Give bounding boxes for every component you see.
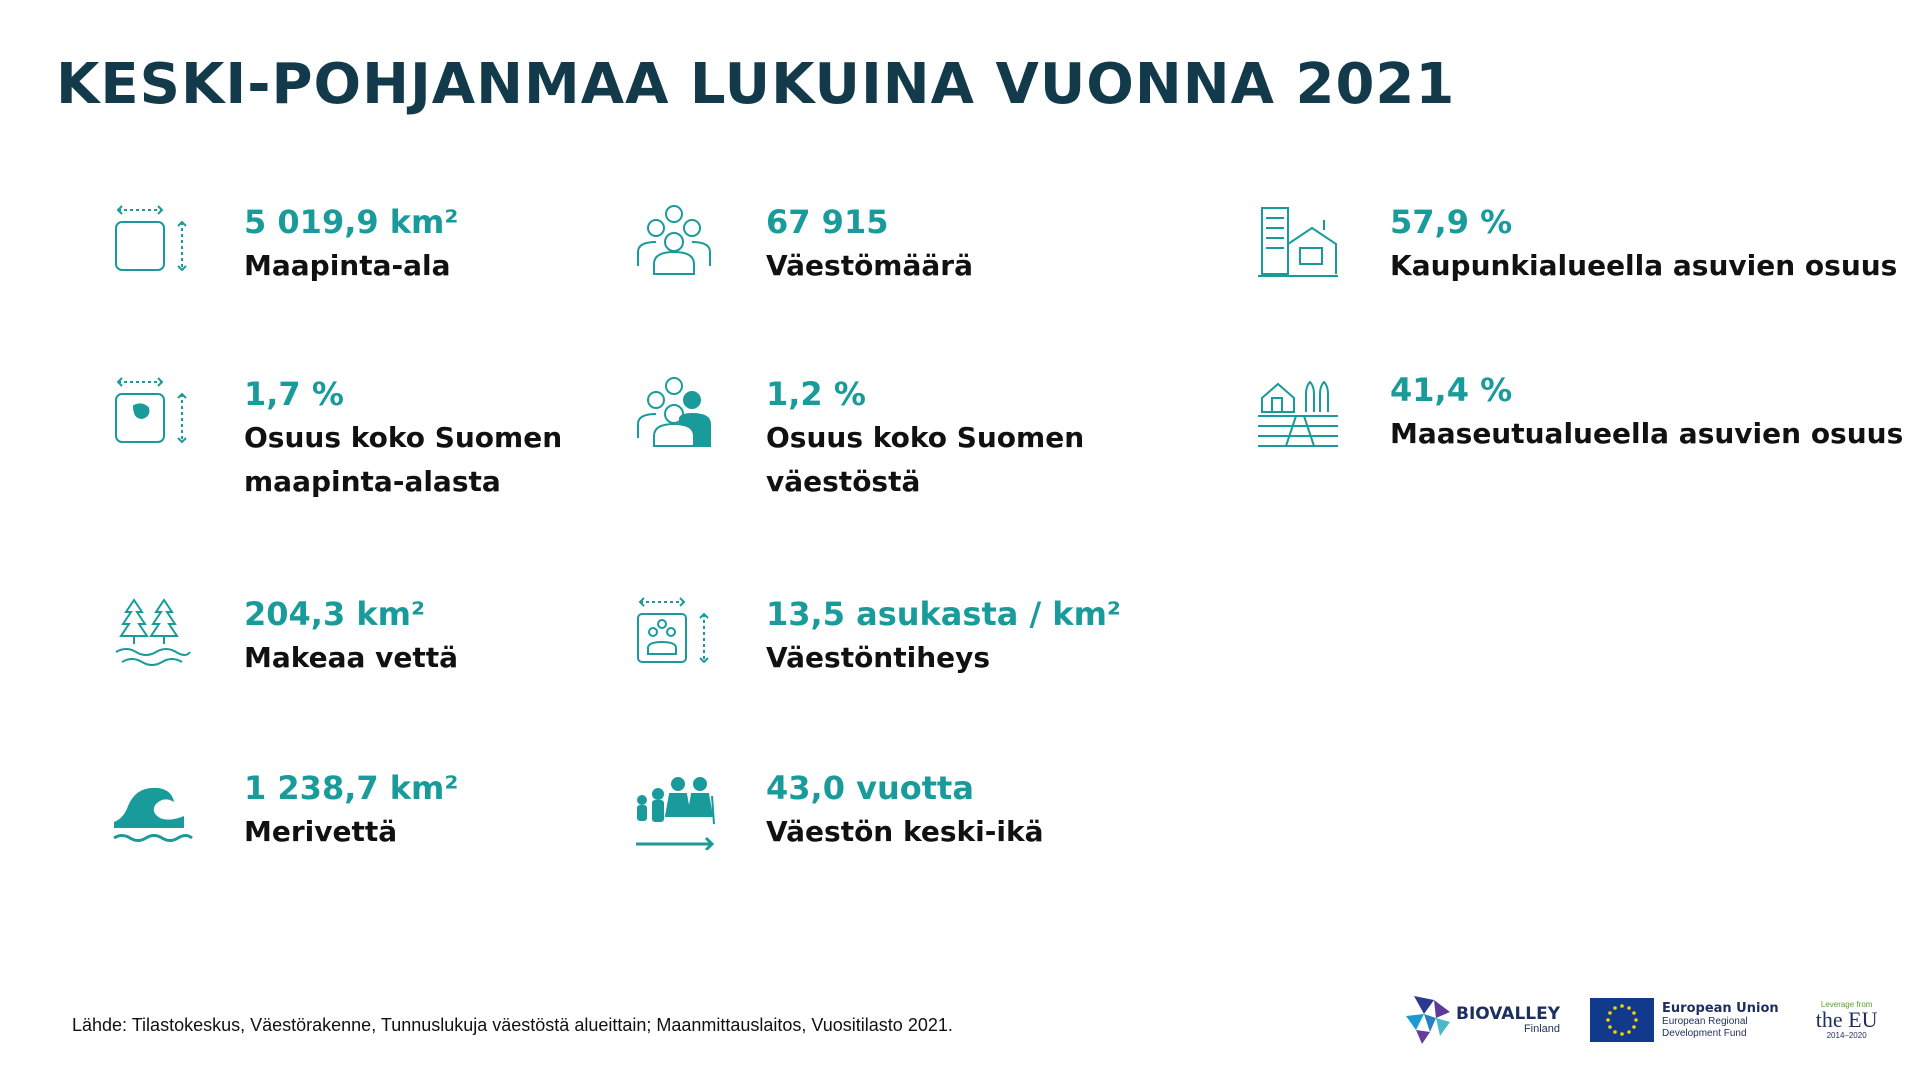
stat-label: Maaseutualueella asuvien osuus	[1390, 417, 1904, 450]
stat-value: 57,9 %	[1390, 203, 1513, 241]
age-icon	[632, 766, 716, 850]
sea-wave-icon	[110, 766, 194, 850]
stat-land-area	[110, 200, 458, 288]
eu-flag-icon	[1590, 998, 1654, 1042]
stat-sea	[110, 766, 458, 854]
stat-population-share	[632, 372, 1084, 504]
stat-value: 1,7 %	[244, 375, 344, 413]
leverage-years: 2014–2020	[1826, 1031, 1867, 1040]
eu-fund-line1: European Regional	[1662, 1015, 1748, 1027]
urban-icon	[1256, 200, 1340, 284]
stat-value: 67 915	[766, 203, 889, 241]
source-note: Lähde: Tilastokeskus, Väestörakenne, Tunnuslukuja väestöstä alueittain; Maanmittauslaitos, Vuositilasto 2021.	[72, 1015, 953, 1035]
stat-label: Osuus koko Suomen väestöstä	[766, 421, 1085, 498]
stat-label: Maapinta-ala	[244, 249, 451, 282]
stat-density	[632, 592, 1121, 680]
stat-freshwater	[110, 592, 458, 680]
stat-value: 204,3 km²	[244, 595, 425, 633]
land-share-icon	[110, 372, 194, 456]
leverage-main: the EU	[1815, 1007, 1878, 1032]
partner-logos	[1400, 985, 1879, 1055]
population-density-icon	[632, 592, 716, 676]
stat-label: Osuus koko Suomen maapinta-alasta	[244, 421, 563, 498]
stat-value: 1,2 %	[766, 375, 866, 413]
stat-label: Kaupunkialueella asuvien osuus	[1390, 249, 1898, 282]
page-title: KESKI-POHJANMAA LUKUINA VUONNA 2021	[56, 52, 1456, 117]
stat-value: 5 019,9 km²	[244, 203, 459, 241]
freshwater-icon	[110, 592, 194, 676]
stat-age	[632, 766, 1043, 854]
stat-value: 1 238,7 km²	[244, 769, 459, 807]
eu-fund-line2: Development Fund	[1662, 1027, 1747, 1039]
population-icon	[632, 200, 716, 284]
stat-value: 43,0 vuotta	[766, 769, 974, 807]
stat-label: Väestön keski-ikä	[766, 815, 1044, 848]
leverage-top: Leverage from	[1820, 1000, 1873, 1009]
biovalley-sub: Finland	[1523, 1023, 1561, 1035]
stat-label: Väestöntiheys	[766, 641, 991, 674]
stat-value: 13,5 asukasta / km²	[766, 595, 1121, 633]
eu-title: European Union	[1662, 1000, 1779, 1016]
stat-population	[632, 200, 973, 288]
stat-label: Väestömäärä	[766, 249, 973, 282]
leverage-eu-logo	[1815, 1000, 1879, 1040]
rural-icon	[1256, 368, 1340, 452]
eu-logo	[1590, 998, 1779, 1042]
biovalley-logo	[1400, 992, 1560, 1048]
biovalley-mark-icon	[1400, 992, 1456, 1048]
stat-rural	[1256, 368, 1903, 456]
stat-urban	[1256, 200, 1897, 288]
stat-land-share	[110, 372, 562, 504]
stat-value: 41,4 %	[1390, 371, 1513, 409]
population-share-icon	[632, 372, 716, 456]
stat-label: Makeaa vettä	[244, 641, 459, 674]
land-area-icon	[110, 200, 194, 284]
stat-label: Merivettä	[244, 815, 398, 848]
biovalley-name: BIOVALLEY	[1456, 1004, 1561, 1024]
